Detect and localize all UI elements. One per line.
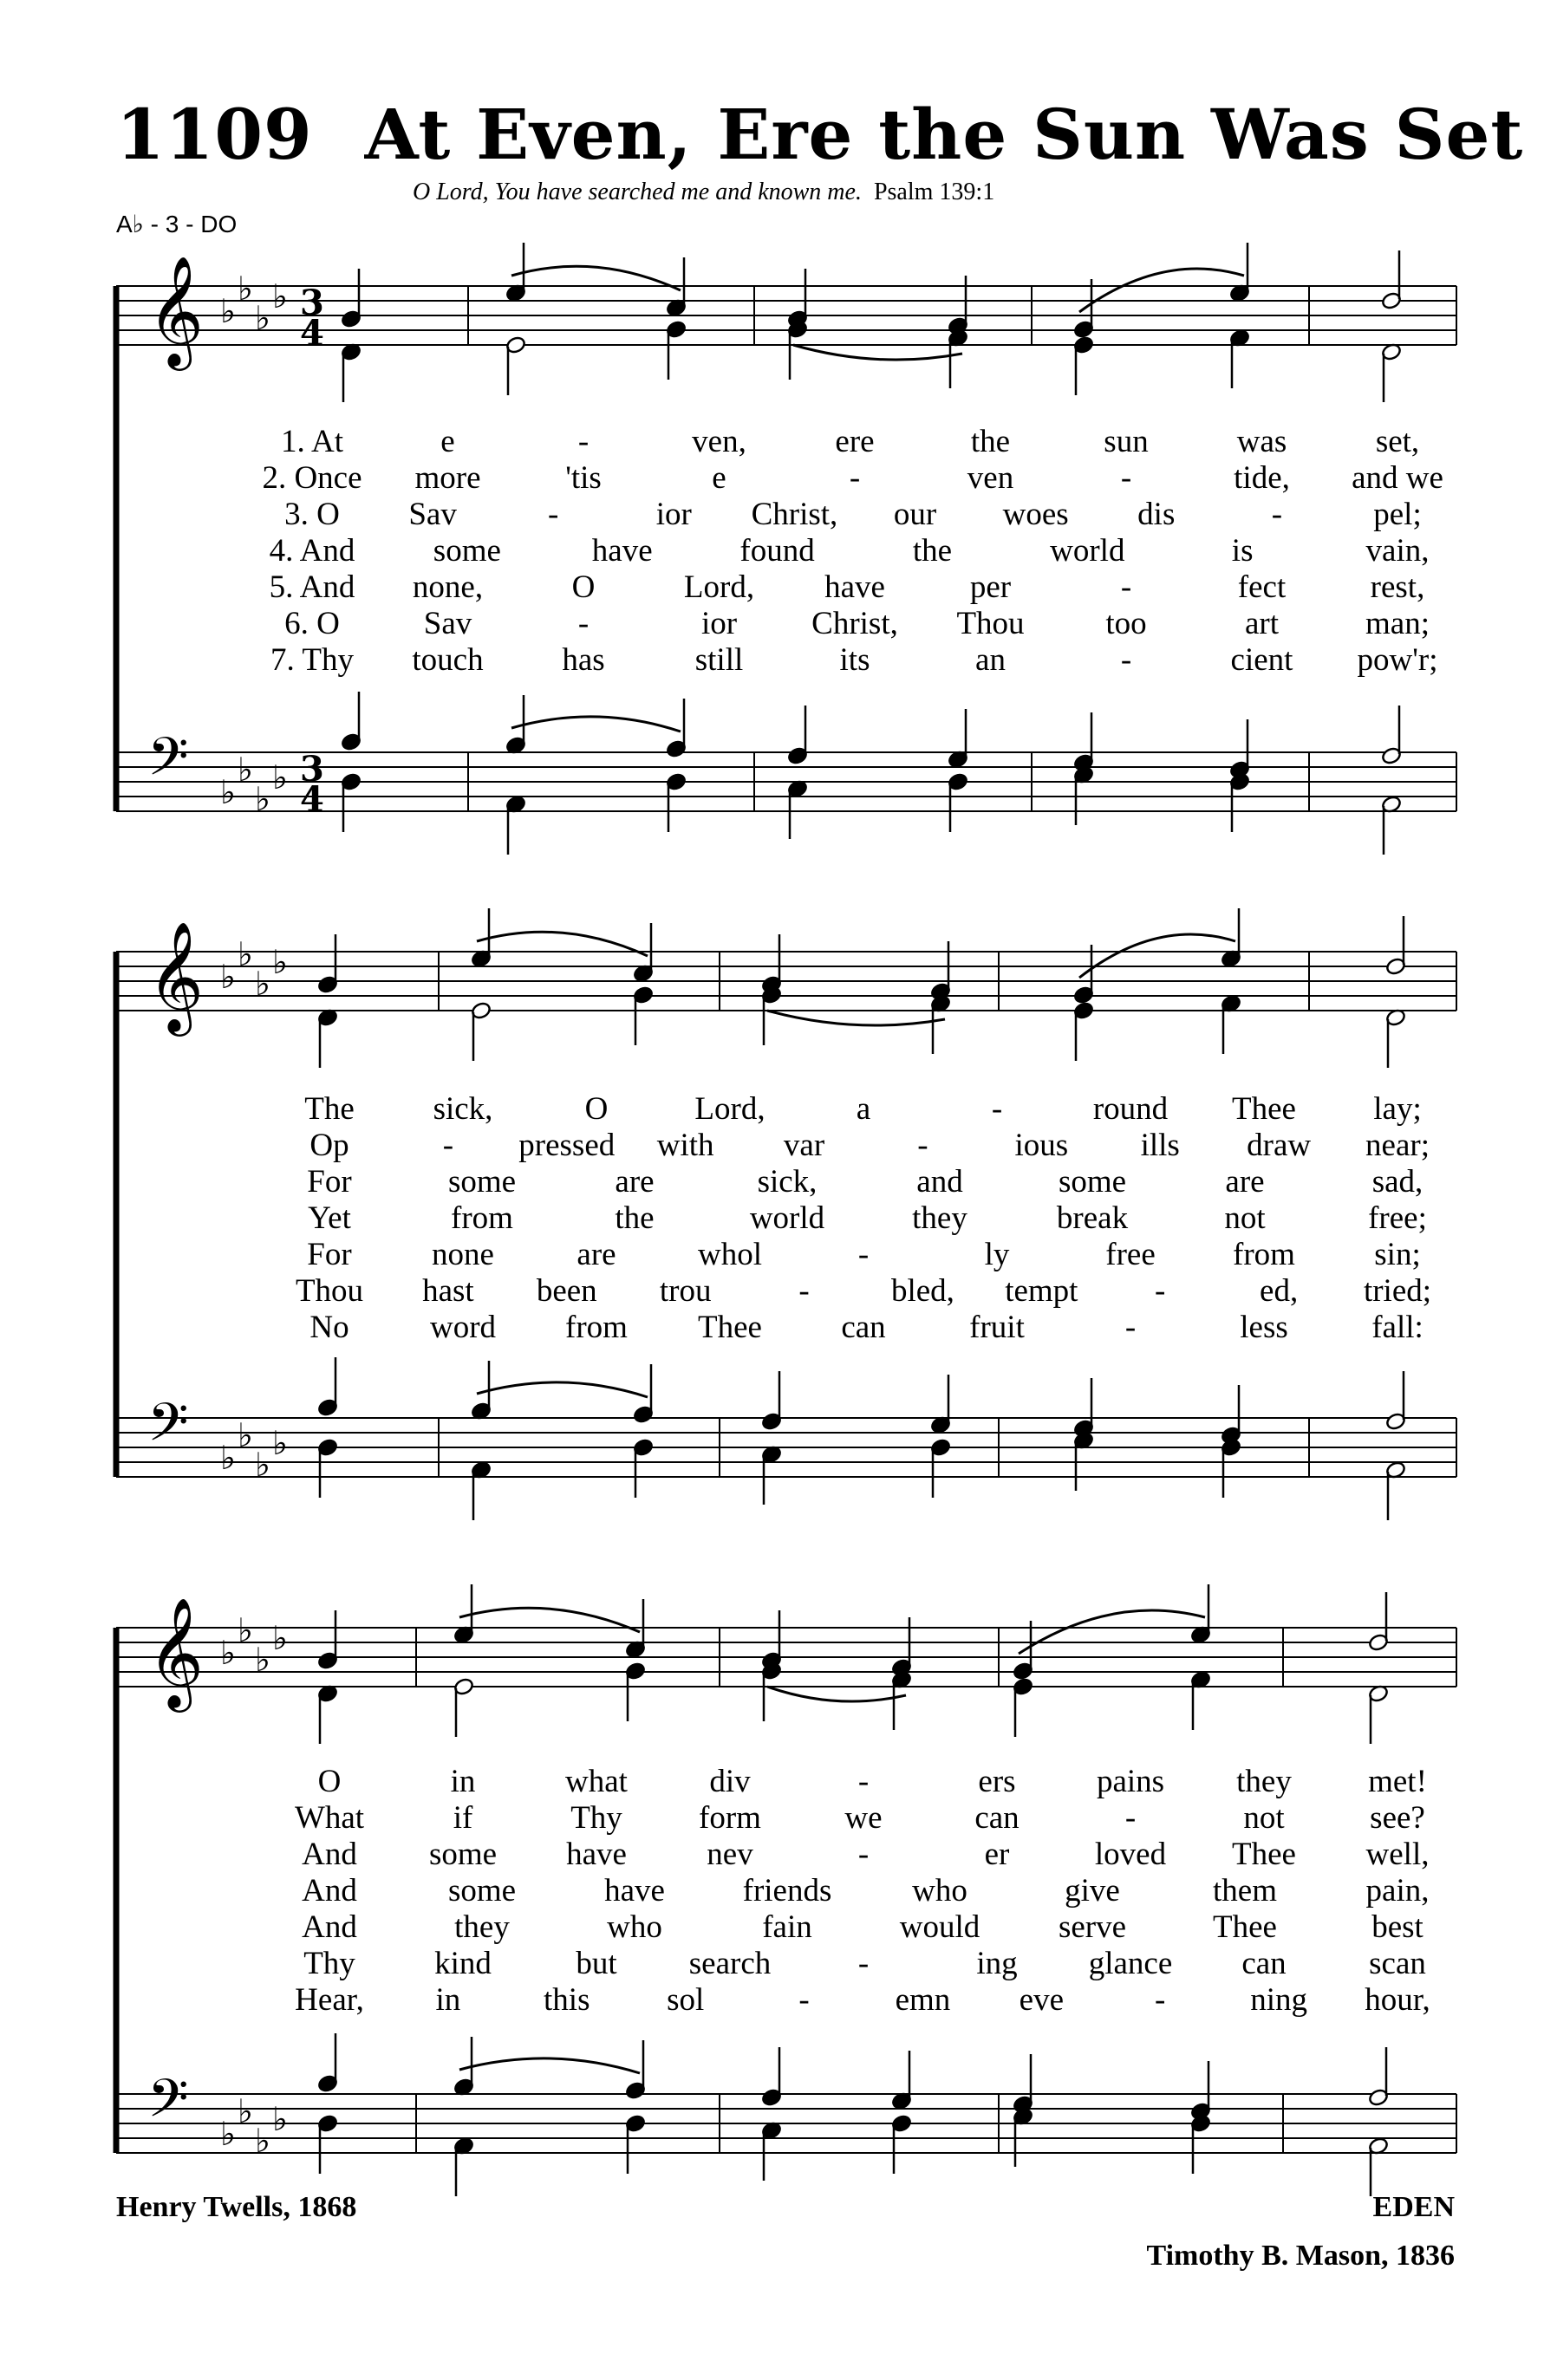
lyric-syllable: The	[304, 1091, 355, 1127]
lyric-syllable: they	[1236, 1764, 1292, 1799]
lyric-line	[0, 1872, 1557, 1909]
flat-icon: ♭	[238, 270, 253, 308]
lyric-syllable: -	[857, 1764, 870, 1799]
lyric-syllable: set,	[1375, 424, 1420, 459]
lyric-syllable: some	[447, 1164, 517, 1200]
lyric-syllable: ills	[1140, 1128, 1180, 1163]
lyric-syllable: not	[1243, 1800, 1285, 1836]
slur	[1079, 269, 1244, 312]
lyric-syllable: draw	[1247, 1128, 1312, 1163]
lyric-line	[0, 459, 1557, 496]
lyric-syllable: -	[1120, 642, 1132, 678]
tune-name: EDEN	[1372, 2191, 1455, 2223]
lyric-syllable: pow'r;	[1357, 642, 1438, 678]
lyric-syllable: they	[912, 1200, 967, 1236]
lyric-syllable: give	[1065, 1873, 1120, 1909]
lyric-syllable: with	[656, 1128, 714, 1163]
flat-icon: ♭	[238, 1416, 253, 1454]
lyric-line	[0, 1200, 1557, 1236]
lyric-syllable: Thy	[303, 1946, 355, 1981]
flat-icon: ♭	[272, 2100, 288, 2138]
lyric-syllable: was	[1236, 424, 1287, 459]
lyric-syllable: from	[1233, 1237, 1295, 1272]
lyric-syllable: eve	[1019, 1982, 1065, 2018]
lyric-syllable: in	[435, 1982, 461, 2018]
lyric-line	[0, 423, 1557, 459]
lyric-syllable: Thou	[956, 606, 1025, 641]
lyric-syllable: -	[548, 497, 559, 532]
flat-icon: ♭	[272, 758, 288, 797]
lyric-syllable: -	[857, 1837, 870, 1872]
lyric-syllable: have	[591, 533, 653, 569]
flat-icon: ♭	[255, 2122, 270, 2160]
lyric-syllable: a	[856, 1091, 871, 1127]
lyric-syllable: fall:	[1371, 1310, 1423, 1345]
lyric-syllable: ven	[967, 460, 1014, 496]
lyric-syllable: some	[1058, 1164, 1127, 1200]
lyric-syllable: -	[1124, 1800, 1137, 1836]
lyric-syllable: -	[1155, 1982, 1166, 2018]
lyric-syllable: pains	[1096, 1764, 1165, 1799]
lyric-syllable: less	[1240, 1310, 1288, 1345]
lyric-syllable: Thee	[1213, 1909, 1277, 1945]
flat-icon: ♭	[238, 751, 253, 789]
slur	[477, 1382, 648, 1397]
lyric-syllable: is	[1231, 533, 1254, 569]
lyric-syllable: 4. And	[269, 533, 355, 569]
lyric-line	[0, 569, 1557, 605]
lyric-syllable: e	[712, 460, 726, 496]
lyric-syllable: more	[414, 460, 481, 496]
lyric-syllable: the	[912, 533, 953, 569]
lyric-syllable: tempt	[1005, 1273, 1078, 1309]
lyric-syllable: found	[739, 533, 815, 569]
lyric-syllable: -	[577, 606, 590, 641]
lyric-syllable: 7. Thy	[270, 642, 354, 678]
lyric-syllable: them	[1213, 1873, 1277, 1909]
lyric-syllable: kind	[434, 1946, 492, 1981]
lyric-syllable: scan	[1369, 1946, 1426, 1981]
lyric-syllable: ning	[1250, 1982, 1307, 2018]
lyric-line	[0, 1236, 1557, 1272]
lyric-syllable: 2. Once	[262, 460, 362, 496]
lyric-syllable: this	[544, 1982, 590, 2018]
lyric-syllable: What	[294, 1800, 365, 1836]
lyric-syllable: word	[429, 1310, 497, 1345]
flat-icon: ♭	[255, 1641, 270, 1679]
lyric-syllable: Lord,	[694, 1091, 765, 1127]
lyric-syllable: we	[844, 1800, 883, 1836]
lyric-syllable: O	[571, 569, 596, 605]
lyric-line	[0, 1127, 1557, 1163]
lyric-syllable: -	[917, 1128, 928, 1163]
slur	[1079, 934, 1235, 978]
lyric-syllable: round	[1092, 1091, 1169, 1127]
lyric-syllable: met!	[1368, 1764, 1427, 1799]
lyric-syllable: sol	[667, 1982, 705, 2018]
lyric-syllable: ly	[984, 1237, 1010, 1272]
lyric-syllable: fect	[1237, 569, 1287, 605]
lyric-syllable: Thee	[1232, 1837, 1296, 1872]
lyric-syllable: if	[453, 1800, 473, 1836]
lyric-syllable: -	[798, 1982, 810, 2018]
lyric-syllable: Christ,	[811, 606, 898, 641]
lyric-syllable: ven,	[692, 424, 746, 459]
lyric-syllable: form	[699, 1800, 761, 1836]
lyric-syllable: rest,	[1370, 569, 1425, 605]
lyric-syllable: hour,	[1365, 1982, 1430, 2018]
lyric-syllable: -	[577, 424, 590, 459]
lyric-syllable: ior	[655, 497, 692, 532]
lyric-syllable: fain	[762, 1909, 812, 1945]
lyric-syllable: Lord,	[683, 569, 755, 605]
lyric-syllable: -	[1124, 1310, 1137, 1345]
lyric-line	[0, 532, 1557, 569]
lyric-line	[0, 1163, 1557, 1200]
bass-clef-icon: 𝄢	[147, 2068, 189, 2143]
lyric-syllable: are	[577, 1237, 616, 1272]
lyric-syllable: Sav	[423, 606, 472, 641]
key-info: A♭ - 3 - DO	[116, 211, 238, 237]
lyric-syllable: -	[857, 1946, 870, 1981]
lyric-syllable: tide,	[1234, 460, 1290, 496]
lyric-syllable: loved	[1094, 1837, 1167, 1872]
lyric-syllable: sick,	[757, 1164, 818, 1200]
lyric-syllable: ior	[700, 606, 738, 641]
slur	[511, 717, 681, 732]
lyric-syllable: none	[432, 1237, 494, 1272]
lyric-syllable: No	[309, 1310, 349, 1345]
lyric-syllable: free	[1105, 1237, 1156, 1272]
lyric-syllable: but	[576, 1946, 617, 1981]
flat-icon: ♭	[272, 1424, 288, 1462]
lyric-syllable: the	[970, 424, 1011, 459]
lyric-syllable: our	[893, 497, 937, 532]
lyric-syllable: pain,	[1365, 1873, 1430, 1909]
lyric-syllable: can	[974, 1800, 1020, 1836]
lyric-syllable: see?	[1370, 1800, 1425, 1836]
lyric-syllable: And	[302, 1873, 357, 1909]
lyric-line	[0, 1945, 1557, 1981]
lyric-syllable: -	[849, 460, 861, 496]
lyric-syllable: can	[841, 1310, 886, 1345]
epigraph-text: O Lord, You have searched me and known me.	[413, 179, 862, 205]
lyric-syllable: some	[447, 1873, 517, 1909]
lyric-syllable: -	[442, 1128, 454, 1163]
lyric-syllable: Sav	[408, 497, 457, 532]
flat-icon: ♭	[220, 773, 236, 811]
flat-icon: ♭	[272, 1619, 288, 1657]
lyric-syllable: not	[1224, 1200, 1266, 1236]
lyric-syllable: from	[451, 1200, 513, 1236]
lyric-syllable: Christ,	[751, 497, 838, 532]
lyric-syllable: vain,	[1365, 533, 1430, 569]
lyric-syllable: sick,	[433, 1091, 493, 1127]
lyric-syllable: none,	[412, 569, 484, 605]
lyric-line	[0, 1272, 1557, 1309]
lyric-syllable: tried;	[1363, 1273, 1432, 1309]
flat-icon: ♭	[272, 277, 288, 315]
lyric-syllable: Thy	[570, 1800, 622, 1836]
lyric-line	[0, 1799, 1557, 1836]
epigraph-reference: Psalm 139:1	[873, 179, 995, 205]
lyric-syllable: ers	[978, 1764, 1016, 1799]
flat-icon: ♭	[220, 292, 236, 330]
time-signature-top: 3	[300, 283, 324, 323]
lyric-syllable: art	[1244, 606, 1280, 641]
lyric-syllable: Thou	[295, 1273, 364, 1309]
lyric-syllable: ious	[1014, 1128, 1069, 1163]
hymn-number: 1109	[116, 94, 313, 175]
lyric-syllable: dis	[1137, 497, 1176, 532]
time-signature-bottom: 4	[300, 313, 324, 354]
lyric-syllable: who	[607, 1909, 662, 1945]
lyric-syllable: woes	[1002, 497, 1069, 532]
lyric-syllable: -	[1271, 497, 1283, 532]
lyric-syllable: 6. O	[284, 606, 340, 641]
lyric-syllable: bled,	[890, 1273, 954, 1309]
lyric-syllable: serve	[1058, 1909, 1127, 1945]
lyric-syllable: near;	[1365, 1128, 1430, 1163]
flat-icon: ♭	[255, 299, 270, 337]
flat-icon: ♭	[272, 943, 288, 981]
lyric-syllable: friends	[742, 1873, 832, 1909]
lyric-syllable: For	[307, 1164, 352, 1200]
flat-icon: ♭	[238, 1611, 253, 1649]
lyric-syllable: some	[433, 533, 501, 569]
bass-clef-icon: 𝄢	[147, 726, 189, 801]
lyric-syllable: -	[1155, 1273, 1166, 1309]
lyric-syllable: And	[302, 1837, 357, 1872]
lyric-syllable: been	[536, 1273, 597, 1309]
lyric-line	[0, 1909, 1557, 1945]
lyric-syllable: have	[566, 1837, 627, 1872]
lyric-syllable: touch	[412, 642, 484, 678]
lyric-syllable: can	[1241, 1946, 1287, 1981]
lyric-syllable: div	[709, 1764, 751, 1799]
lyric-syllable: For	[307, 1237, 352, 1272]
lyric-syllable: its	[839, 642, 870, 678]
lyric-syllable: per	[969, 569, 1012, 605]
flat-icon: ♭	[255, 1446, 270, 1484]
time-signature-bottom: 4	[300, 779, 324, 820]
lyric-syllable: still	[694, 642, 744, 678]
lyric-syllable: hast	[422, 1273, 474, 1309]
slur	[793, 345, 962, 360]
lyric-syllable: have	[824, 569, 885, 605]
flat-icon: ♭	[238, 935, 253, 973]
lyric-syllable: 1. At	[281, 424, 343, 459]
slur	[767, 1687, 906, 1701]
lyric-syllable: Thee	[1232, 1091, 1296, 1127]
lyric-syllable: would	[899, 1909, 980, 1945]
lyric-syllable: the	[615, 1200, 655, 1236]
lyric-syllable: some	[428, 1837, 498, 1872]
lyric-syllable: has	[562, 642, 605, 678]
flat-icon: ♭	[220, 1439, 236, 1477]
lyric-syllable: -	[1120, 569, 1132, 605]
lyric-syllable: O	[317, 1764, 342, 1799]
lyric-syllable: 'tis	[565, 460, 602, 496]
lyric-syllable: pressed	[518, 1128, 616, 1163]
lyric-syllable: -	[1120, 460, 1132, 496]
lyric-line	[0, 1763, 1557, 1799]
lyric-syllable: sin;	[1374, 1237, 1421, 1272]
lyric-line	[0, 1836, 1557, 1872]
lyric-syllable: -	[991, 1091, 1003, 1127]
lyric-syllable: what	[565, 1764, 628, 1799]
lyric-syllable: free;	[1368, 1200, 1427, 1236]
lyric-syllable: Thee	[698, 1310, 762, 1345]
slur	[459, 2058, 640, 2073]
lyric-line	[0, 605, 1557, 641]
treble-clef-icon: 𝄞	[147, 920, 205, 1031]
lyric-syllable: 5. And	[269, 569, 355, 605]
lyric-syllable: lay;	[1373, 1091, 1422, 1127]
flat-icon: ♭	[255, 965, 270, 1003]
lyric-syllable: in	[450, 1764, 476, 1799]
lyric-syllable: Yet	[308, 1200, 351, 1236]
lyric-syllable: emn	[895, 1982, 951, 2018]
lyric-syllable: whol	[698, 1237, 762, 1272]
lyric-syllable: man;	[1365, 606, 1430, 641]
author-credit: Henry Twells, 1868	[116, 2191, 357, 2223]
lyric-syllable: nev	[707, 1837, 753, 1872]
lyric-syllable: -	[798, 1273, 810, 1309]
flat-icon: ♭	[220, 2115, 236, 2153]
lyric-syllable: an	[975, 642, 1006, 678]
lyric-syllable: too	[1105, 606, 1147, 641]
flat-icon: ♭	[255, 780, 270, 818]
treble-clef-icon: 𝄞	[147, 1596, 205, 1707]
lyric-syllable: sun	[1104, 424, 1149, 459]
flat-icon: ♭	[220, 958, 236, 996]
lyric-syllable: they	[454, 1909, 510, 1945]
lyric-syllable: best	[1371, 1909, 1423, 1945]
lyric-syllable: are	[615, 1164, 655, 1200]
time-signature-top: 3	[300, 749, 324, 790]
lyric-syllable: are	[1225, 1164, 1265, 1200]
lyric-syllable: sad,	[1371, 1164, 1423, 1200]
lyric-syllable: glance	[1088, 1946, 1173, 1981]
lyric-syllable: world	[1050, 533, 1125, 569]
lyric-line	[0, 496, 1557, 532]
lyric-syllable: well,	[1365, 1837, 1430, 1872]
lyric-syllable: O	[584, 1091, 609, 1127]
treble-clef-icon: 𝄞	[147, 255, 205, 366]
bass-clef-icon: 𝄢	[147, 1392, 189, 1466]
lyric-syllable: search	[688, 1946, 772, 1981]
slur	[767, 1011, 945, 1025]
lyric-syllable: ing	[976, 1946, 1018, 1981]
slur	[1019, 1610, 1205, 1654]
lyric-line	[0, 641, 1557, 678]
lyric-syllable: er	[984, 1837, 1010, 1872]
lyric-line	[0, 1090, 1557, 1127]
lyric-syllable: 3. O	[284, 497, 340, 532]
lyric-syllable: Op	[309, 1128, 349, 1163]
lyric-syllable: e	[440, 424, 455, 459]
lyric-syllable: pel;	[1373, 497, 1422, 532]
lyric-line	[0, 1309, 1557, 1345]
lyric-syllable: and we	[1352, 460, 1443, 496]
lyric-syllable: Hear,	[295, 1982, 364, 2018]
flat-icon: ♭	[238, 2092, 253, 2130]
lyric-syllable: break	[1056, 1200, 1129, 1236]
lyric-syllable: And	[302, 1909, 357, 1945]
lyric-syllable: world	[749, 1200, 825, 1236]
lyric-syllable: ed,	[1260, 1273, 1299, 1309]
lyric-syllable: and	[916, 1164, 963, 1200]
lyric-syllable: ere	[835, 424, 875, 459]
composer-credit: Timothy B. Mason, 1836	[1146, 2240, 1455, 2272]
lyric-syllable: have	[604, 1873, 665, 1909]
lyric-syllable: cient	[1230, 642, 1293, 678]
hymn-title: At Even, Ere the Sun Was Set	[364, 94, 1524, 175]
lyric-syllable: who	[912, 1873, 967, 1909]
lyric-syllable: var	[783, 1128, 825, 1163]
lyric-syllable: from	[565, 1310, 628, 1345]
lyric-syllable: fruit	[969, 1310, 1025, 1345]
lyric-syllable: -	[857, 1237, 870, 1272]
flat-icon: ♭	[220, 1634, 236, 1672]
lyric-line	[0, 1981, 1557, 2018]
lyric-syllable: trou	[659, 1273, 712, 1309]
